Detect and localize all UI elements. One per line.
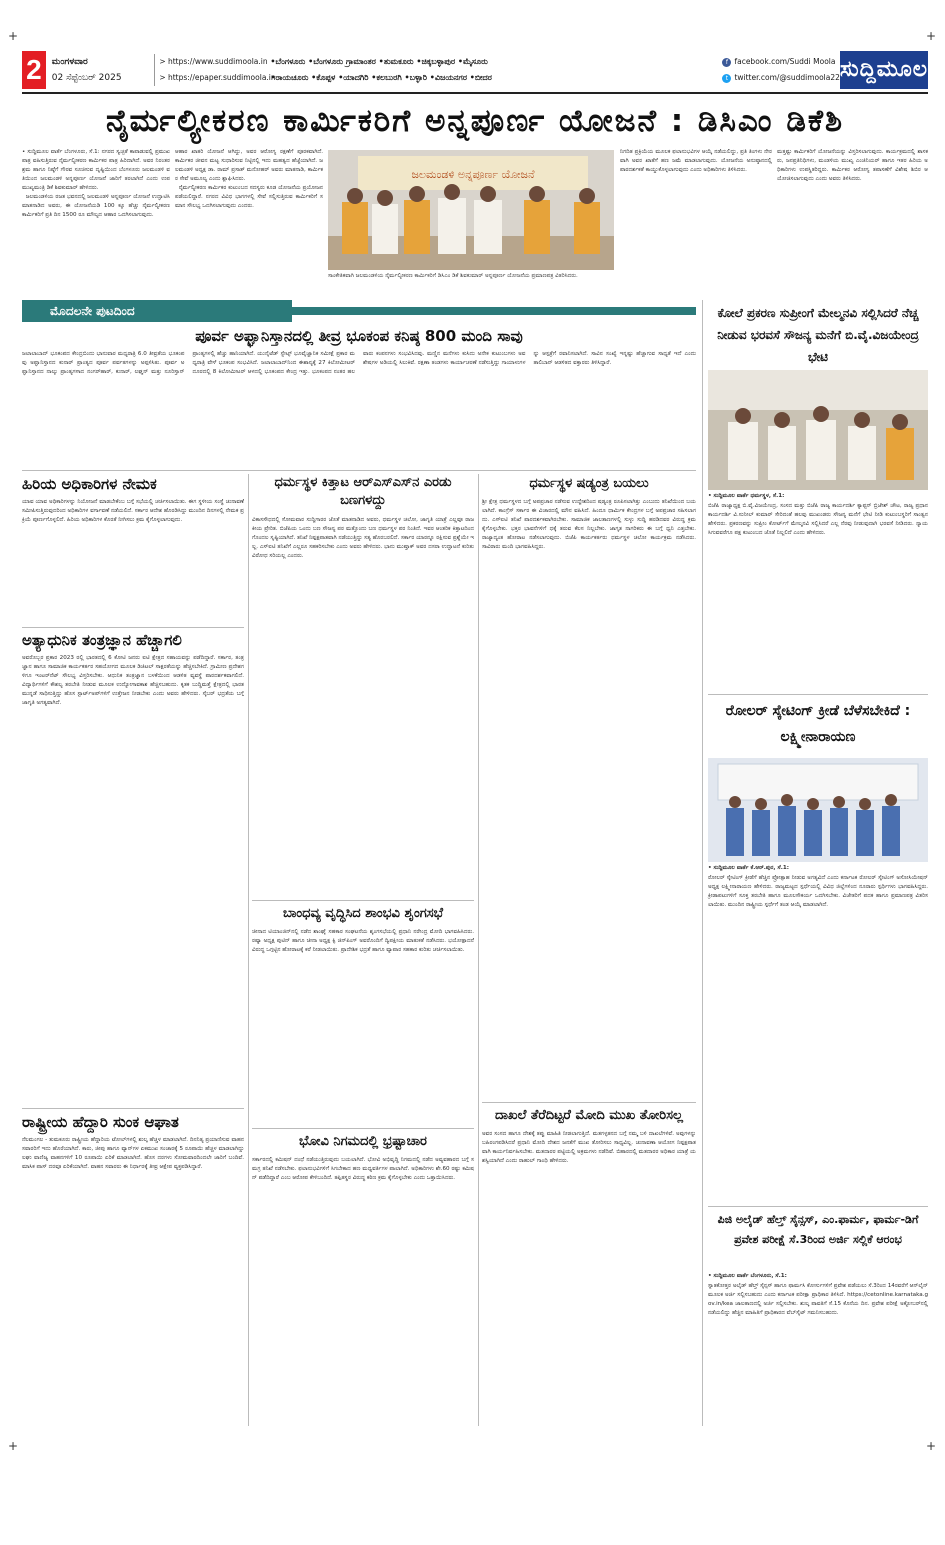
registration-mark: + xyxy=(8,1439,19,1453)
lead-headline: ನೈರ್ಮಲ್ಯೀಕರಣ ಕಾರ್ಮಿಕರಿಗೆ ಅನ್ನಪೂರ್ಣ ಯೋಜನೆ : ಡಿಸಿಎಂ ಡಿಕೆಶಿ xyxy=(105,103,845,139)
vijayendra-photo-image xyxy=(708,370,928,490)
page-number: 2 xyxy=(22,51,46,89)
sco-summit-body: ಚೀನಾದ ಟಿಯಾಂಜಿನ್‌ನಲ್ಲಿ ನಡೆದ ಶಾಂಘೈ ಸಹಕಾರ ಸಂಘಟನೆಯ ಶೃಂಗಸಭೆಯಲ್ಲಿ ಪ್ರಧಾನಿ ನರೇಂದ್ರ ಮೋದಿ ಭಾಗವಹಿಸಿದರು. ರಷ್ಯಾ ಅಧ್ಯಕ್ಷ ಪುಟಿನ್ ಹಾಗೂ ಚೀನಾ ಅಧ್ಯಕ್ಷ ಕ್ಸಿ ಜಿನ್‌ಪಿಂಗ್ ಅವರೊಂದಿಗೆ ದ್ವಿಪಕ್ಷೀಯ ಮಾತುಕತೆ ನಡೆಸಿದರು. ಭಯೋತ್ಪಾದನೆ ವಿರುದ್ಧ ಒಗ್ಗಟ್ಟಿನ ಹೋರಾಟಕ್ಕೆ ಕರೆ ನೀಡಲಾಯಿತು. ಪ್ರಾದೇಶಿಕ ಭದ್ರತೆ ಹಾಗೂ ವ್ಯಾಪಾರ ಸಹಕಾರ ಕುರಿತು ಚರ್ಚಿಸಲಾಯಿತು. xyxy=(252,929,476,953)
quake-body: ಜಲಾಲಾಬಾದ್ ಭೂಕಂಪದ ಕೇಂದ್ರಬಿಂದು ಭಾನುವಾರ ಮಧ್ಯರಾತ್ರಿ 6.0 ತೀವ್ರತೆಯ ಭೂಕಂಪವು ಅಫ್ಘಾನಿಸ್ತಾನದ ಕುನಾರ್ ಪ್ರಾಂತ್ಯದ ಪೂರ್ವ ಪರ್ವತಗಳನ್ನು ಅಪ್ಪಳಿಸಿತು. ಪೂರ್ವ ಅಫ್ಘಾನಿಸ್ತಾನದ ನಾಲ್ಕು ಪ್ರಾಂತ್ಯಗಳಾದ ನಂಗರ್‌ಹಾರ್, ಕುನಾರ್, ಲಘ್ಮನ್ ಮತ್ತು ನೂರಿಸ್ತಾನ್ ಪ್ರಾಂತ್ಯಗಳಲ್ಲಿ ಹೆಚ್ಚು ಹಾನಿಯಾಗಿದೆ. ಯುನೈಟೆಡ್ ಸ್ಟೇಟ್ಸ್ ಭೂವೈಜ್ಞಾನಿಕ ಸಮೀಕ್ಷೆ ಪ್ರಕಾರ ಮಧ್ಯರಾತ್ರಿ ವೇಳೆ ಭೂಕಂಪ ಸಂಭವಿಸಿದೆ. ಜಲಾಲಾಬಾದ್‌ನಿಂದ ಈಶಾನ್ಯಕ್ಕೆ 27 ಕಿಲೋಮೀಟರ್ ದೂರದಲ್ಲಿ 8 ಕಿಲೋಮೀಟರ್ ಆಳದಲ್ಲಿ ಭೂಕಂಪದ ಕೇಂದ್ರ ಇತ್ತು. ಭೂಕಂಪದ ನಂತರ ಹಲವಾರು ಕಂಪನಗಳು ಸಂಭವಿಸಿದವು. ಮಣ್ಣಿನ ಮನೆಗಳು ಕುಸಿದು ಅನೇಕ ಕುಟುಂಬಗಳು ಅವಶೇಷಗಳ ಅಡಿಯಲ್ಲಿ ಸಿಲುಕಿವೆ. ರಕ್ಷಣಾ ತಂಡಗಳು ಕಾರ್ಯಾಚರಣೆ ನಡೆಸುತ್ತಿದ್ದು ಗಾಯಾಳುಗಳನ್ನು ಆಸ್ಪತ್ರೆಗೆ ರವಾನಿಸಲಾಗಿದೆ. ಸಾವಿನ ಸಂಖ್ಯೆ ಇನ್ನಷ್ಟು ಹೆಚ್ಚಾಗುವ ಸಾಧ್ಯತೆ ಇದೆ ಎಂದು ತಾಲಿಬಾನ್ ಆಡಳಿತದ ವಕ್ತಾರರು ತಿಳಿಸಿದ್ದಾರೆ. xyxy=(22,351,698,375)
column-divider xyxy=(248,474,249,1426)
toll-body: ನೆಲಮಂಗಲ - ತುಮಕೂರು ರಾಷ್ಟ್ರೀಯ ಹೆದ್ದಾರಿಯ ಟೋಲ್‌ಗಳಲ್ಲಿ ಶುಲ್ಕ ಹೆಚ್ಚಳ ಮಾಡಲಾಗಿದೆ. ದಿನನಿತ್ಯ ಪ್ರಯಾಣಿಸುವ ವಾಹನ ಸವಾರರಿಗೆ ಇದು ಹೊರೆಯಾಗಿದೆ. ಕಾರು, ಜೀಪು ಹಾಗೂ ವ್ಯಾನ್‌ಗಳ ಏಕಮುಖ ಸಂಚಾರಕ್ಕೆ 5 ರೂಪಾಯಿ ಹೆಚ್ಚಳ ಮಾಡಲಾಗಿದ್ದು ಲಘು ವಾಣಿಜ್ಯ ವಾಹನಗಳಿಗೆ 10 ರೂಪಾಯಿ ಏರಿಕೆ ಮಾಡಲಾಗಿದೆ. ಹೊಸ ದರಗಳು ಸೋಮವಾರದಿಂದಲೇ ಜಾರಿಗೆ ಬಂದಿವೆ. ಮಾಸಿಕ ಪಾಸ್ ದರವೂ ಏರಿಕೆಯಾಗಿದೆ. ವಾಹನ ಸವಾರರು ಈ ನಿರ್ಧಾರಕ್ಕೆ ತೀವ್ರ ಆಕ್ಷೇಪ ವ್ಯಕ್ತಪಡಿಸಿದ್ದಾರೆ. xyxy=(22,1137,246,1170)
technology-headline: ಅತ್ಯಾಧುನಿಕ ತಂತ್ರಜ್ಞಾನ ಹೆಚ್ಚಾಗಲಿ xyxy=(22,631,182,649)
vijayendra-photo xyxy=(708,370,928,490)
section-label: ಮೊದಲನೇ ಪುಟದಿಂದ xyxy=(22,300,292,322)
pharma-headline: ಪಿಜಿ ಅಲೈಡ್ ಹೆಲ್ತ್ ಸೈನ್ಸಸ್, ಎಂ.ಫಾರ್ಮ, ಫಾರ್ಮ-ಡಿಗೆ ಪ್ರವೇಶ ಪರೀಕ್ಷೆ ಸೆ.3ರಿಂದ ಅರ್ಜಿ ಸಲ್ಲಿಕೆ ಆರಂಭ xyxy=(717,1213,919,1246)
column-divider xyxy=(478,474,479,1426)
vijayendra-dateline: • ಸುದ್ದಿಮೂಲ ವಾರ್ತೆ ಧರ್ಮಸ್ಥಳ, ಸೆ.1: xyxy=(708,493,785,499)
lead-column-3: ನಿಗದಿತ ಪ್ರಕ್ರಿಯೆಯ ಮೂಲಕ ಫಲಾನುಭವಿಗಳ ಆಯ್ಕೆ ನಡೆಯಲಿದ್ದು, ಪ್ರತಿ ತಿಂಗಳು ನೇರವಾಗಿ ಅವರ ಖಾತೆಗೆ ಹಣ ಜಮೆ ಮಾಡಲಾಗುವುದು. ಯೋಜನೆಯ ಅನುಷ್ಠಾನದಲ್ಲಿ ಪಾರದರ್ಶಕತೆ ಕಾಯ್ದುಕೊಳ್ಳಲಾಗುವುದು ಎಂದು ಅಧಿಕಾರಿಗಳು ತಿಳಿಸಿದರು. xyxy=(620,149,774,173)
skating-photo-image xyxy=(708,758,928,862)
cities-row-2: •ರಾಯಚೂರು •ಕೊಪ್ಪಳ •ಯಾದಗಿರಿ •ಕಲಬುರಗಿ •ಬಳ್ಳಾರಿ •ವಿಜಯನಗರ •ಬೀದರ xyxy=(270,73,492,82)
conspiracy-body: ಶ್ರೀ ಕ್ಷೇತ್ರ ಧರ್ಮಸ್ಥಳದ ಬಗ್ಗೆ ಅಪಪ್ರಚಾರ ನಡೆಸುವ ಉದ್ದೇಶದಿಂದ ಷಡ್ಯಂತ್ರ ರೂಪಿಸಲಾಗಿತ್ತು ಎಂಬುದು ತನಿಖೆಯಿಂದ ಬಯಲಾಗಿದೆ. ಕಾಂಗ್ರೆಸ್ ಸರ್ಕಾರ ಈ ವಿಚಾರದಲ್ಲಿ ಮೌನ ವಹಿಸಿದೆ. ಹಿಂದೂ ಧಾರ್ಮಿಕ ಕೇಂದ್ರಗಳ ಬಗ್ಗೆ ಅಪಪ್ರಚಾರ ಸಹಿಸಲಾಗದು. ಎಸ್‌ಐಟಿ ತನಿಖೆ ಪಾರದರ್ಶಕವಾಗಿರಬೇಕು. ಸಾಮಾಜಿಕ ಜಾಲತಾಣಗಳಲ್ಲಿ ಸುಳ್ಳು ಸುದ್ದಿ ಹರಡಿದವರ ವಿರುದ್ಧ ಕ್ರಮ ಕೈಗೊಳ್ಳಬೇಕು. ಭಕ್ತರ ಭಾವನೆಗಳಿಗೆ ಧಕ್ಕೆ ತರುವ ಕೆಲಸ ನಿಲ್ಲಬೇಕು. ಜಾಗೃತ ನಾಗರಿಕರು ಈ ಬಗ್ಗೆ ಧ್ವನಿ ಎತ್ತಬೇಕು. ರಾಜ್ಯಾದ್ಯಂತ ಹೋರಾಟ ನಡೆಸಲಾಗುವುದು. ಬಿಜೆಪಿ ಕಾರ್ಯಕರ್ತರು ಧರ್ಮಸ್ಥಳ ಚಲೋ ಕಾರ್ಯಕ್ರಮ ನಡೆಸಿದರು. ಸಾವಿರಾರು ಮಂದಿ ಭಾಗವಹಿಸಿದ್ದರು. xyxy=(482,499,698,550)
modi-headline: ದಾಖಲೆ ತೆರೆದಿಟ್ಟರೆ ಮೋದಿ ಮುಖ ತೋರಿಸಲ್ಲ xyxy=(495,1108,683,1123)
senior-officers-headline: ಹಿರಿಯ ಅಧಿಕಾರಿಗಳ ನೇಮಕ xyxy=(22,475,157,493)
lead-photo-caption: ಸಾಂಕೇತಿಕವಾಗಿ ಜಲಮಂಡಳಿಯ ನೈರ್ಮಲ್ಯೀಕರಣ ಕಾರ್ಮಿಕರಿಗೆ ಡಿಸಿಎಂ ಡಿಕೆ ಶಿವಕುಮಾರ್ ಅನ್ನಪೂರ್ಣ ಯೋಜನೆಯ ಪ್ರಮಾಣಪತ್ರ ವಿತರಿಸಿದರು. xyxy=(328,273,578,279)
facebook-link[interactable] xyxy=(722,54,839,70)
skating-headline: ರೋಲರ್ ಸ್ಕೇಟಿಂಗ್ ಕ್ರೀಡೆ ಬೆಳೆಸಬೇಕಿದೆ : ಲಕ್ಷ್ಮೀನಾರಾಯಣ xyxy=(725,703,911,745)
lead-column-2: ಆಹಾರ ಖಾತರಿ ಯೋಜನೆ ಆಗಿದ್ದು, ಅವರ ಆರೋಗ್ಯ ರಕ್ಷಣೆಗೆ ಪೂರಕವಾಗಿದೆ. ಕಾರ್ಮಿಕರ ಜೀವನ ಮಟ್ಟ ಸುಧಾರಿಸುವ ನಿಟ್ಟಿನಲ್ಲಿ ಇದು ಮಹತ್ವದ ಹೆಜ್ಜೆಯಾಗಿದೆ. ಜಲಮಂಡಳಿ ಅಧ್ಯಕ್ಷ ಡಾ. ರಾಮ್ ಪ್ರಸಾತ್ ಮನೋಹರ್ ಅವರು ಮಾತನಾಡಿ, ಕಾರ್ಮಿಕರ ಸೇವೆ ಅಮೂಲ್ಯ ಎಂದು ಶ್ಲಾಘಿಸಿದರು. ನೈರ್ಮಲ್ಯೀಕರಣ ಕಾರ್ಮಿಕರ ಕುಟುಂಬದ ಸದಸ್ಯರು ಕೂಡ ಯೋಜನೆಯ ಪ್ರಯೋಜನ ಪಡೆಯಲಿದ್ದಾರೆ. ನಗರದ ವಿವಿಧ ಭಾಗಗಳಲ್ಲಿ ಸೇವೆ ಸಲ್ಲಿಸುತ್ತಿರುವ ಕಾರ್ಮಿಕರಿಗೆ ಸಮಾನ ಸೌಲಭ್ಯ ಒದಗಿಸಲಾಗುವುದು ಎಂದರು. xyxy=(175,149,323,209)
twitter-link[interactable] xyxy=(722,70,839,86)
date-block xyxy=(52,54,155,86)
weekday: ಮಂಗಳವಾರ xyxy=(51,57,88,67)
rss-headline: ಧರ್ಮಸ್ಥಳ ಕಿತ್ತಾಟ ಆರ್‌ಎಸ್‌ಎಸ್‌ನ ಎರಡು ಬಣಗಳದ್ದು xyxy=(274,475,452,508)
edition-cities xyxy=(264,54,722,86)
sco-summit-headline: ಬಾಂಧವ್ಯ ವೃದ್ಧಿಸಿದ ಶಾಂಭವಿ ಶೃಂಗಸಭೆ xyxy=(282,906,444,921)
lead-photo xyxy=(328,150,614,270)
divider xyxy=(708,694,928,695)
brand-logo: ಸುದ್ದಿಮೂಲ xyxy=(840,51,928,89)
skating-body: ರೋಲರ್ ಸ್ಕೇಟಿಂಗ್ ಕ್ರೀಡೆಗೆ ಹೆಚ್ಚಿನ ಪ್ರೋತ್ಸಾಹ ನೀಡುವ ಅಗತ್ಯವಿದೆ ಎಂದು ಕರ್ನಾಟಕ ರೋಲರ್ ಸ್ಕೇಟಿಂಗ್ ಅಸೋಸಿಯೇಷನ್ ಅಧ್ಯಕ್ಷ ಲಕ್ಷ್ಮೀನಾರಾಯಣ ಹೇಳಿದರು. ರಾಜ್ಯಮಟ್ಟದ ಸ್ಪರ್ಧೆಯಲ್ಲಿ ವಿವಿಧ ಜಿಲ್ಲೆಗಳಿಂದ ನೂರಾರು ಸ್ಪರ್ಧಿಗಳು ಭಾಗವಹಿಸಿದ್ದರು. ಕ್ರೀಡಾಪಟುಗಳಿಗೆ ಸೂಕ್ತ ತರಬೇತಿ ಹಾಗೂ ಮೂಲಸೌಕರ್ಯ ಒದಗಿಸಬೇಕು. ವಿಜೇತರಿಗೆ ಪದಕ ಹಾಗೂ ಪ್ರಮಾಣಪತ್ರ ವಿತರಿಸಲಾಯಿತು. ಮುಂದಿನ ರಾಷ್ಟ್ರೀಯ ಸ್ಪರ್ಧೆಗೆ ತಂಡ ಆಯ್ಕೆ ಮಾಡಲಾಗಿದೆ. xyxy=(708,875,930,908)
modi-body: ಅವರ ಸಂಸದ ಹಾಗೂ ದೇಶಕ್ಕೆ ತಪ್ಪು ಮಾಹಿತಿ ನೀಡಲಾಗುತ್ತಿದೆ. ಮತಗಳ್ಳತನದ ಬಗ್ಗೆ ನಮ್ಮ ಬಳಿ ದಾಖಲೆಗಳಿವೆ. ಅವುಗಳನ್ನು ಬಹಿರಂಗಪಡಿಸಿದರೆ ಪ್ರಧಾನಿ ಮೋದಿ ದೇಶದ ಜನತೆಗೆ ಮುಖ ತೋರಿಸಲು ಸಾಧ್ಯವಿಲ್ಲ. ಚುನಾವಣಾ ಆಯೋಗ ನಿಷ್ಪಕ್ಷಪಾತವಾಗಿ ಕಾರ್ಯನಿರ್ವಹಿಸಬೇಕು. ಮತದಾರರ ಪಟ್ಟಿಯಲ್ಲಿ ಅಕ್ರಮಗಳು ನಡೆದಿವೆ. ಬಿಹಾರದಲ್ಲಿ ಮತದಾರರ ಅಧಿಕಾರ ಯಾತ್ರೆ ಯಶಸ್ವಿಯಾಗಿದೆ ಎಂದು ರಾಹುಲ್ ಗಾಂಧಿ ಹೇಳಿದರು. xyxy=(482,1131,698,1164)
conspiracy-headline: ಧರ್ಮಸ್ಥಳ ಷಡ್ಯಂತ್ರ ಬಯಲು xyxy=(529,476,649,491)
sidebar-divider xyxy=(702,300,703,1426)
social-links xyxy=(722,54,839,86)
epaper-link[interactable]: > https://epaper.suddimoola.in xyxy=(159,73,276,82)
web-links xyxy=(154,54,276,86)
facebook-icon: f xyxy=(722,58,731,67)
divider xyxy=(252,900,474,901)
divider xyxy=(252,1128,474,1129)
lead-photo-image xyxy=(328,150,614,270)
vijayendra-headline: ಕೋಲೆ ಪ್ರಕರಣ ಸುಪ್ರೀಂಗೆ ಮೇಲ್ಮನವಿ ಸಲ್ಲಿಸಿದರೆ ನೆಚ್ಚ ನೀಡುವ ಭರವಸೆ ಸೌಜನ್ಯ ಮನೆಗೆ ಬಿ.ವೈ.ವಿಜಯೇಂದ್ರ ಭೇಟಿ xyxy=(717,306,919,364)
senior-officers-body: ಯಾವ ಯಾವ ಅಧಿಕಾರಿಗಳನ್ನು ನಿಯೋಜನೆ ಮಾಡಬೇಕೆಂಬ ಬಗ್ಗೆ ಸಭೆಯಲ್ಲಿ ಚರ್ಚಿಸಲಾಯಿತು. ಈಗ ಸ್ಥಳೀಯ ಸಂಸ್ಥೆ ಚುನಾವಣೆ ಸಮೀಪಿಸುತ್ತಿರುವುದರಿಂದ ಅಧಿಕಾರಿಗಳ ವರ್ಗಾವಣೆ ನಡೆಯಲಿದೆ. ಸರ್ಕಾರ ಆದೇಶ ಹೊರಡಿಸಿದ್ದು ಮುಂದಿನ ದಿನಗಳಲ್ಲಿ ನೇಮಕ ಪ್ರಕ್ರಿಯೆ ಪೂರ್ಣಗೊಳ್ಳಲಿದೆ. ಹಿರಿಯ ಅಧಿಕಾರಿಗಳ ಕೊರತೆ ನೀಗಿಸಲು ಕ್ರಮ ಕೈಗೊಳ್ಳಲಾಗುವುದು. xyxy=(22,499,246,523)
cities-row-1: •ಬೆಂಗಳೂರು •ಬೆಂಗಳೂರು ಗ್ರಾಮಾಂತರ •ತುಮಕೂರು •ಚಿಕ್ಕಬಳ್ಳಾಪುರ •ಮೈಸೂರು xyxy=(270,57,488,66)
divider xyxy=(482,1102,696,1103)
masthead xyxy=(22,48,928,94)
divider xyxy=(22,627,244,628)
pharma-body: ಸ್ನಾತಕೋತ್ತರ ಅಲೈಡ್ ಹೆಲ್ತ್ ಸೈನ್ಸಸ್ ಹಾಗೂ ಫಾರ್ಮಸಿ ಕೋರ್ಸುಗಳಿಗೆ ಪ್ರವೇಶ ಪಡೆಯಲು ಸೆ.3ರಿಂದ 14ರವರೆಗೆ ಆನ್‌ಲೈನ್ ಮೂಲಕ ಅರ್ಜಿ ಸಲ್ಲಿಸಬಹುದು ಎಂದು ಕರ್ನಾಟಕ ಪರೀಕ್ಷಾ ಪ್ರಾಧಿಕಾರ ತಿಳಿಸಿದೆ. https://cetonline.karnataka.gov.in/kea ಜಾಲತಾಣದಲ್ಲಿ ಅರ್ಜಿ ಸಲ್ಲಿಸಬೇಕು. ಶುಲ್ಕ ಪಾವತಿಗೆ ಸೆ.15 ಕೊನೆಯ ದಿನ. ಪ್ರವೇಶ ಪರೀಕ್ಷೆ ಅಕ್ಟೋಬರ್‌ನಲ್ಲಿ ನಡೆಯಲಿದ್ದು ಹೆಚ್ಚಿನ ಮಾಹಿತಿಗೆ ಪ್ರಾಧಿಕಾರದ ವೆಬ್‌ಸೈಟ್ ಗಮನಿಸಬಹುದು. xyxy=(708,1283,930,1316)
toll-headline: ರಾಷ್ಟ್ರೀಯ ಹೆದ್ದಾರಿ ಸುಂಕ ಆಘಾತ xyxy=(22,1113,179,1131)
bhovi-body: ಸರ್ಕಾರದಲ್ಲಿ ಕಮಿಷನ್ ದಂಧೆ ನಡೆಯುತ್ತಿರುವುದು ಬಯಲಾಗಿದೆ. ಭೋವಿ ಅಭಿವೃದ್ಧಿ ನಿಗಮದಲ್ಲಿ ನಡೆದ ಅವ್ಯವಹಾರದ ಬಗ್ಗೆ ಸಮಗ್ರ ತನಿಖೆ ನಡೆಸಬೇಕು. ಫಲಾನುಭವಿಗಳಿಗೆ ಸಿಗಬೇಕಾದ ಹಣ ಮಧ್ಯವರ್ತಿಗಳ ಪಾಲಾಗಿದೆ. ಅಧಿಕಾರಿಗಳು ಶೇ.60 ರಷ್ಟು ಕಮಿಷನ್ ಪಡೆದಿದ್ದಾರೆ ಎಂಬ ಆರೋಪ ಕೇಳಿಬಂದಿದೆ. ತಪ್ಪಿತಸ್ಥರ ವಿರುದ್ಧ ಕಠಿಣ ಕ್ರಮ ಕೈಗೊಳ್ಳಬೇಕು ಎಂದು ಒತ್ತಾಯಿಸಿದರು. xyxy=(252,1157,474,1181)
skating-photo xyxy=(708,758,928,862)
vijayendra-body: ಬಿಜೆಪಿ ರಾಜ್ಯಾಧ್ಯಕ್ಷ ಬಿ.ವೈ.ವಿಜಯೇಂದ್ರ, ಸಂಸದ ಮತ್ತು ಬಿಜೆಪಿ ರಾಜ್ಯ ಕಾರ್ಯದರ್ಶಿ ಕ್ಯಾಪ್ಟನ್ ಬ್ರಿಜೇಶ್ ಚೌಟ, ರಾಜ್ಯ ಪ್ರಧಾನ ಕಾರ್ಯದರ್ಶಿ ವಿ.ಸುನೀಲ್ ಕುಮಾರ್ ಸೇರಿದಂತೆ ಹಲವು ಮುಖಂಡರು ಸೌಜನ್ಯ ಮನೆಗೆ ಭೇಟಿ ನೀಡಿ ಕುಟುಂಬಸ್ಥರಿಗೆ ಸಾಂತ್ವನ ಹೇಳಿದರು. ಪ್ರಕರಣವನ್ನು ಸುಪ್ರೀಂ ಕೋರ್ಟ್‌ಗೆ ಮೇಲ್ಮನವಿ ಸಲ್ಲಿಸಿದರೆ ಎಲ್ಲ ನೆರವು ನೀಡುವುದಾಗಿ ಭರವಸೆ ನೀಡಿದರು. ನ್ಯಾಯ ಸಿಗುವವರೆಗೂ ಪಕ್ಷ ಕುಟುಂಬದ ಜೊತೆ ನಿಲ್ಲಲಿದೆ ಎಂದು ಹೇಳಿದರು. xyxy=(708,503,930,536)
divider xyxy=(708,1206,928,1207)
registration-mark: + xyxy=(926,1439,937,1453)
twitter-handle: twitter.com/@suddimoola22 xyxy=(734,73,840,82)
lead-column-1: • ಸುದ್ದಿಮೂಲ ವಾರ್ತೆ ಬೆಂಗಳೂರು, ಸೆ.1: ನಗರದ ಸ್ವಚ್ಛತೆ ಕಾಪಾಡುವಲ್ಲಿ ಪ್ರಮುಖ ಪಾತ್ರ ವಹಿಸುತ್ತಿರುವ ನೈರ್ಮಲ್ಯೀಕರಣ ಕಾರ್ಮಿಕರ ಪಾತ್ರ ಹಿರಿದಾಗಿದೆ. ಅವರ ನಿರಂತರ ಶ್ರಮ ಹಾಗೂ ನಿಷ್ಠೆಗೆ ಗೌರವ ಸೂಚಿಸುವ ದೃಷ್ಟಿಯಿಂದ ಬೆಂಗಳೂರು ಜಲಮಂಡಳಿ ವತಿಯಿಂದ ಜಲಮಂಡಳಿ ಅನ್ನಪೂರ್ಣ ಯೋಜನೆ ಜಾರಿಗೆ ತರಲಾಗಿದೆ ಎಂದು ಉಪಮುಖ್ಯಮಂತ್ರಿ ಡಿಕೆ ಶಿವಕುಮಾರ್ ಹೇಳಿದರು. ಜಲಮಂಡಳಿಯ ರಜತ ಭವನದಲ್ಲಿ ಜಲಮಂಡಳಿ ಅನ್ನಪೂರ್ಣ ಯೋಜನೆ ಉದ್ಘಾಟಿಸಿ ಮಾತನಾಡಿದ ಅವರು, ಈ ಯೋಜನೆಯಡಿ 100 ಕ್ಕೂ ಹೆಚ್ಚು ನೈರ್ಮಲ್ಯೀಕರಣ ಕಾರ್ಮಿಕರಿಗೆ ಪ್ರತಿ ದಿನ 1500 ರೂ ಮೌಲ್ಯದ ಆಹಾರ ಒದಗಿಸಲಾಗುವುದು. xyxy=(22,149,171,218)
facebook-handle: facebook.com/Suddi Moola xyxy=(734,57,836,66)
bhovi-headline: ಭೋವಿ ನಿಗಮದಲ್ಲಿ ಭ್ರಷ್ಟಾಚಾರ xyxy=(299,1134,427,1149)
rss-body: ವಿಕಾಸಸೌಧದಲ್ಲಿ ಸೋಮವಾರ ಸುದ್ದಿಗಾರರ ಜೊತೆ ಮಾತನಾಡಿದ ಅವರು, ಧರ್ಮಸ್ಥಳ ಚಲೋ, ಜಾಗೃತಿ ಯಾತ್ರೆ ಎಲ್ಲವೂ ರಾಜಕೀಯ ಪ್ರೇರಿತ. ಬಿಜೆಪಿಯ ಒಂದು ಬಣ ಸೌಜನ್ಯ ಪರ ಮತ್ತೊಂದು ಬಣ ಧರ್ಮಸ್ಥಳ ಪರ ನಿಂತಿದೆ. ಇವರ ಆಂತರಿಕ ಕಿತ್ತಾಟದಿಂದ ಗೊಂದಲ ಸೃಷ್ಟಿಯಾಗಿದೆ. ತನಿಖೆ ನಿಷ್ಪಕ್ಷಪಾತವಾಗಿ ನಡೆಯುತ್ತಿದ್ದು ಸತ್ಯ ಹೊರಬರಲಿದೆ. ಸರ್ಕಾರ ಯಾರನ್ನೂ ರಕ್ಷಿಸುವ ಪ್ರಶ್ನೆಯೇ ಇಲ್ಲ. ಎಸ್‌ಐಟಿ ತನಿಖೆಗೆ ಎಲ್ಲರೂ ಸಹಕರಿಸಬೇಕು ಎಂದು ಅವರು ಹೇಳಿದರು. ಭಾನು ಮುಷ್ತಾಕ್ ಅವರ ದಸರಾ ಉದ್ಘಾಟನೆ ಕುರಿತು ವಿರೋಧ ಸರಿಯಲ್ಲ ಎಂದರು. xyxy=(252,517,476,559)
twitter-icon: t xyxy=(722,74,731,83)
registration-mark: + xyxy=(926,29,937,43)
lead-column-4: ಮತ್ತಷ್ಟು ಕಾರ್ಮಿಕರಿಗೆ ಯೋಜನೆಯನ್ನು ವಿಸ್ತರಿಸಲಾಗುವುದು. ಕಾರ್ಯಕ್ರಮದಲ್ಲಿ ಶಾಸಕರು, ಜನಪ್ರತಿನಿಧಿಗಳು, ಮಂಡಳಿಯ ಮುಖ್ಯ ಎಂಜಿನಿಯರ್ ಹಾಗೂ ಇತರ ಹಿರಿಯ ಅಧಿಕಾರಿಗಳು ಉಪಸ್ಥಿತರಿದ್ದರು. ಕಾರ್ಮಿಕರ ಆರೋಗ್ಯ ತಪಾಸಣೆಗೆ ವಿಶೇಷ ಶಿಬಿರ ಆಯೋಜಿಸಲಾಗುವುದು ಎಂದು ಅವರು ತಿಳಿಸಿದರು. xyxy=(777,149,928,182)
divider xyxy=(22,1108,244,1109)
website-link[interactable]: > https://www.suddimoola.in xyxy=(159,57,268,66)
issue-date: 02 ಸೆಪ್ಟೆಂಬರ್ 2025 xyxy=(51,73,122,83)
section-bar xyxy=(292,307,696,315)
skating-dateline: • ಸುದ್ದಿಮೂಲ ವಾರ್ತೆ ಕೆ.ಆರ್.ಪುರ, ಸೆ.1: xyxy=(708,865,789,871)
quake-headline: ಪೂರ್ವ ಅಫ್ಘಾನಿಸ್ತಾನದಲ್ಲಿ ತೀವ್ರ ಭೂಕಂಪ ಕನಿಷ್ಠ 800 ಮಂದಿ ಸಾವು xyxy=(195,327,523,345)
registration-mark: + xyxy=(8,29,19,43)
divider xyxy=(22,470,696,471)
banner-text: ಜಲಮಂಡಳಿ ಅನ್ನಪೂರ್ಣ ಯೋಜನೆ xyxy=(411,168,535,181)
technology-body: ಅವರೊಬ್ಬರ ಪ್ರಕಾರ 2023 ರಲ್ಲಿ ಭಾರತದಲ್ಲಿ 6 ಕೋಟಿ ಜನರು ಐಟಿ ಕ್ಷೇತ್ರದ ಸಹಾಯವನ್ನು ಪಡೆದಿದ್ದಾರೆ. ಸರ್ಕಾರ, ತಂತ್ರಜ್ಞಾನ ಹಾಗೂ ಸಾಮಾಜಿಕ ಕಾರ್ಯಕರ್ತರ ಸಹಯೋಗದ ಮೂಲಕ ಡಿಜಿಟಲ್ ಸಾಕ್ಷರತೆಯನ್ನು ಹೆಚ್ಚಿಸಬೇಕಿದೆ. ಗ್ರಾಮೀಣ ಪ್ರದೇಶಗಳಿಗೂ ಇಂಟರ್‌ನೆಟ್ ಸೌಲಭ್ಯ ವಿಸ್ತರಿಸಬೇಕು. ಆಧುನಿಕ ತಂತ್ರಜ್ಞಾನ ಬಳಕೆಯಿಂದ ಆಡಳಿತ ವ್ಯವಸ್ಥೆ ಪಾರದರ್ಶಕವಾಗಲಿದೆ. ವಿದ್ಯಾರ್ಥಿಗಳಿಗೆ ಕೌಶಲ್ಯ ತರಬೇತಿ ನೀಡುವ ಮೂಲಕ ಉದ್ಯೋಗಾವಕಾಶ ಹೆಚ್ಚಿಸಬಹುದು. ಕೃತಕ ಬುದ್ಧಿಮತ್ತೆ ಕ್ಷೇತ್ರದಲ್ಲಿ ಭಾರತ ಮುನ್ನಡೆ ಸಾಧಿಸುತ್ತಿದ್ದು ಹೊಸ ಸ್ಟಾರ್ಟ್‌ಅಪ್‌ಗಳಿಗೆ ಉತ್ತೇಜನ ನೀಡಬೇಕು ಎಂದು ಅವರು ಹೇಳಿದರು. ಸೈಬರ್ ಭದ್ರತೆಯ ಬಗ್ಗೆ ಜಾಗೃತಿ ಅಗತ್ಯವಾಗಿದೆ. xyxy=(22,655,246,706)
pharma-dateline: • ಸುದ್ದಿಮೂಲ ವಾರ್ತೆ ಬೆಂಗಳೂರು, ಸೆ.1: xyxy=(708,1273,787,1279)
